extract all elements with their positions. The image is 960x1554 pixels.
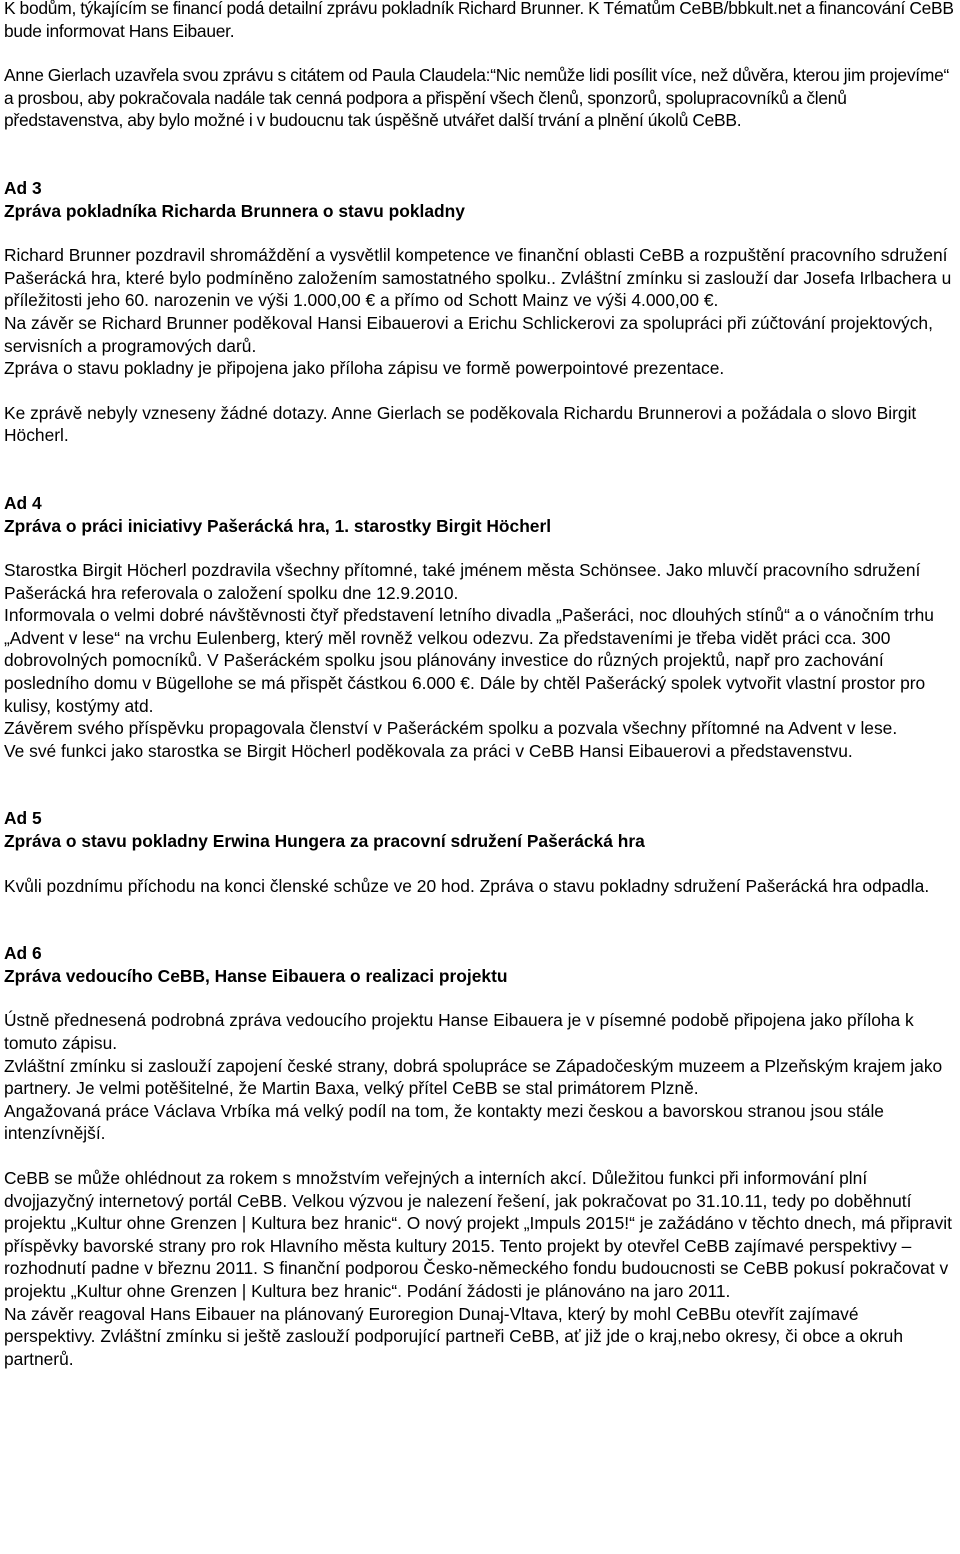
section-paragraph: Informovala o velmi dobré návštěvnosti čtyř představení letního divadla „Pašeráci, noc dlouhých stínů“ a o vánočním trhu „Advent v lese“ na vrchu Eulenberg, který měl rovněž velkou odezvu. Za představeními je třeba vidět práci cca. 300 dobrovolných pomocníků. V Pašeráckém spolku jsou plánovány investice do různých projektů, např pro zachování posledního domu v Bügellohe se má přispět částkou 6.000 €. Dále by chtěl Pašerácký spolek vytvořit vlastní prostor pro kulisy, kostýmy atd. <box>4 605 934 716</box>
spacer <box>4 42 954 64</box>
spacer <box>4 537 954 559</box>
spacer <box>4 380 954 402</box>
section-title: Zpráva pokladníka Richarda Brunnera o stavu pokladny <box>4 200 465 221</box>
section-paragraph: Zpráva o stavu pokladny je připojena jako příloha zápisu ve formě powerpointové prezentace. <box>4 358 725 379</box>
intro-block <box>4 0 954 132</box>
section-paragraph: Richard Brunner pozdravil shromáždění a vysvětlil kompetence ve finanční oblasti CeBB a rozpuštění pracovního sdružení Pašerácká hra, které bylo podmíněno založením samostatného spolku.. Zvláštní zmínku si zaslouží dar Josefa Irlbachera u příležitosti jeho 60. narozenin ve výši 1.000,00 € a přímo od Schott Mainz ve výši 4.000,00 €. <box>4 245 952 311</box>
section-ad6 <box>4 942 954 1370</box>
spacer <box>4 222 954 244</box>
section-ad5 <box>4 807 954 897</box>
section-number: Ad 3 <box>4 177 42 198</box>
section-ad4 <box>4 492 954 763</box>
intro-paragraph-1: K bodům, týkajícím se financí podá detailní zprávu pokladník Richard Brunner. K Tématům CeBB/bbkult.net a financování CeBB bude informovat Hans Eibauer. <box>4 0 954 41</box>
section-title: Zpráva o stavu pokladny Erwina Hungera za pracovní sdružení Pašerácká hra <box>4 831 645 852</box>
section-title: Zpráva o práci iniciativy Pašerácká hra, 1. starostky Birgit Höcherl <box>4 515 552 536</box>
section-paragraph: Ve své funkci jako starostka se Birgit Höcherl poděkovala za práci v CeBB Hansi Eibauerovi a představenstvu. <box>4 740 853 761</box>
section-title: Zpráva vedoucího CeBB, Hanse Eibauera o realizaci projektu <box>4 965 508 986</box>
spacer <box>4 132 954 177</box>
section-paragraph: CeBB se může ohlédnout za rokem s množstvím veřejných a interních akcí. Důležitou funkci při informování plní dvojjazyčný internetový portál CeBB. Velkou výzvou je nalezení řešení, jak pokračovat po 31.10.11, tedy po doběhnutí projektu „Kultur ohne Grenzen | Kultura bez hranic“. O nový projekt „Impuls 2015!“ je zažádáno v těchto dnech, má připravit příspěvky bavorské strany pro rok Hlavního města kultury 2015. Tento projekt by otevřel CeBB zajímavé perspektivy – rozhodnutí padne v březnu 2011. S finanční podporou Česko-německého fondu budoucnosti se CeBB pokusí pokračovat v projektu „Kultur ohne Grenzen | Kultura bez hranic“. Podání žádosti je plánováno na jaro 2011. <box>4 1167 952 1301</box>
section-number: Ad 5 <box>4 808 42 829</box>
spacer <box>4 762 954 807</box>
section-paragraph: Zvláštní zmínku si zaslouží zapojení české strany, dobrá spolupráce se Západočeským muzeem a Plzeňským krajem jako partnery. Je velmi potěšitelné, že Martin Baxa, velký přítel CeBB se stal primátorem Plzně. <box>4 1055 943 1099</box>
section-paragraph: Na závěr se Richard Brunner poděkoval Hansi Eibauerovi a Erichu Schlickerovi za spolupráci při zúčtování projektových, servisních a programových darů. <box>4 312 933 356</box>
section-paragraph: Závěrem svého příspěvku propagovala členství v Pašeráckém spolku a pozvala všechny přítomné na Advent v lese. <box>4 718 898 739</box>
spacer <box>4 447 954 492</box>
section-paragraph: Starostka Birgit Höcherl pozdravila všechny přítomné, také jménem města Schönsee. Jako mluvčí pracovního sdružení Pašerácká hra referovala o založení spolku dne 12.9.2010. <box>4 560 921 603</box>
section-paragraph: Na závěr reagoval Hans Eibauer na plánovaný Euroregion Dunaj-Vltava, který by mohl CeBBu otevřít zajímavé perspektivy. Zvláštní zmínku si ještě zaslouží podporující partneři CeBB, ať již jde o kraj,nebo okresy, či obce a okruh partnerů. <box>4 1303 904 1369</box>
spacer <box>4 897 954 942</box>
section-paragraph: Ke zprávě nebyly vzneseny žádné dotazy. Anne Gierlach se poděkovala Richardu Brunnerovi a požádala o slovo Birgit Höcherl. <box>4 402 917 446</box>
spacer <box>4 853 954 875</box>
section-paragraph: Ústně přednesená podrobná zpráva vedoucího projektu Hanse Eibauera je v písemné podobě připojena jako příloha k tomuto zápisu. <box>4 1010 914 1053</box>
spacer <box>4 987 954 1009</box>
section-number: Ad 6 <box>4 943 42 964</box>
spacer <box>4 1145 954 1167</box>
intro-paragraph-2: Anne Gierlach uzavřela svou zprávu s citátem od Paula Claudela:“Nic nemůže lidi posílit více, než důvěra, kterou jim projevíme“ a prosbou, aby pokračovala nadále tak cenná podpora a přispění všech členů, sponzorů, spolupracovníků a členů představenstva, aby bylo možné i v budoucnu tak úspěšně utvářet další trvání a plnění úkolů CeBB. <box>4 65 950 131</box>
section-ad3 <box>4 177 954 447</box>
section-paragraph: Angažovaná práce Václava Vrbíka má velký podíl na tom, že kontakty mezi českou a bavorskou stranou jsou stále intenzívnější. <box>4 1100 884 1144</box>
section-number: Ad 4 <box>4 492 42 513</box>
section-paragraph: Kvůli pozdnímu příchodu na konci členské schůze ve 20 hod. Zpráva o stavu pokladny sdružení Pašerácká hra odpadla. <box>4 875 930 896</box>
